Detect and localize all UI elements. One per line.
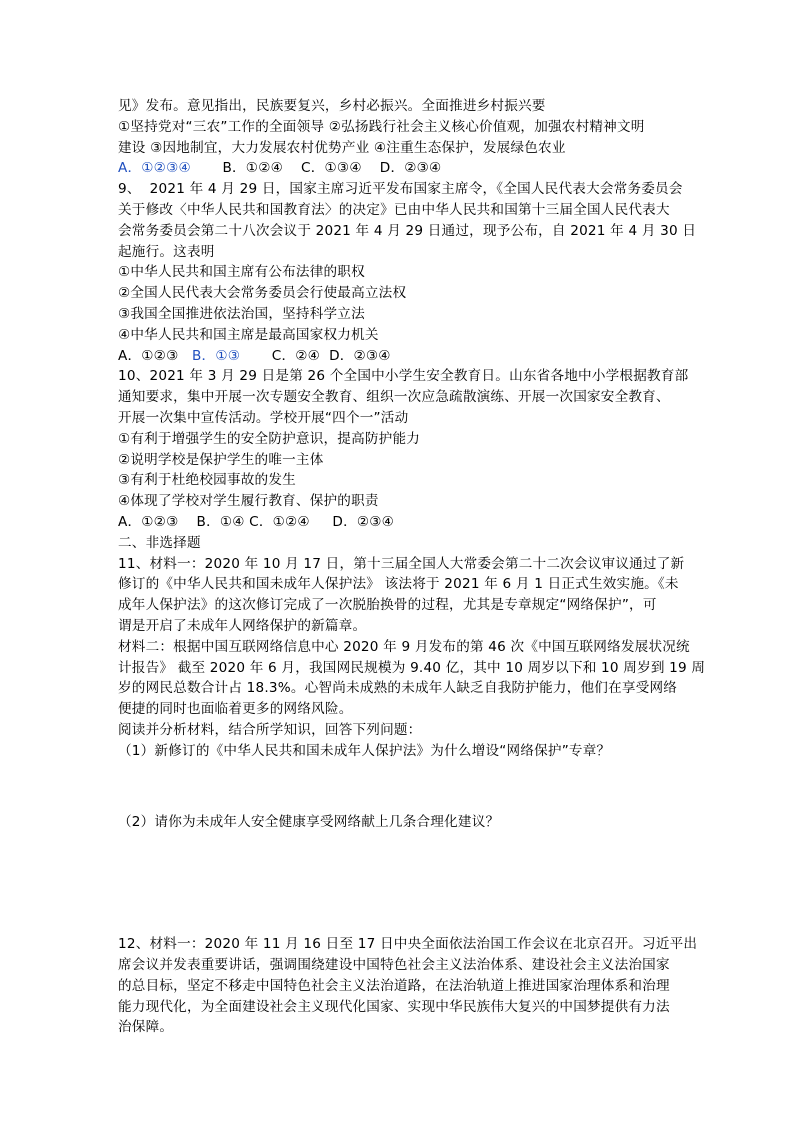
q8-options (118, 158, 698, 179)
q12-line: 治保障。 (118, 1019, 174, 1036)
q9-choice: ②全国人民代表大会常务委员会行使最高立法权 (118, 285, 407, 302)
q12-line: 12、材料一：2020 年 11 月 16 日至 17 日中央全面依法治国工作会议在北京召开。习近平出 (118, 936, 698, 953)
q11-line: 计报告》 截至 2020 年 6 月，我国网民规模为 9.40 亿，其中 10 周岁以下和 10 周岁到 19 周 (118, 659, 706, 676)
q10-choice: ④体现了学校对学生履行教育、保护的职责 (118, 493, 379, 510)
q11-line: 便捷的同时也面临着更多的网络风险。 (118, 701, 353, 718)
q9-choice: ④中华人民共和国主席是最高国家权力机关 (118, 326, 379, 343)
q10-choice: ③有利于杜绝校园事故的发生 (118, 472, 296, 489)
q10-choice: ②说明学校是保护学生的唯一主体 (118, 451, 324, 468)
q9-option-a: A．①②③ (118, 347, 193, 364)
q9-line: 会常务委员会第二十八次会议于 2021 年 4 月 29 日通过，现予公布，自 2021 年 4 月 30 日 (118, 222, 697, 239)
q8-line: 建设 ③因地制宜，大力发展农村优势产业 ④注重生态保护，发展绿色农业 (118, 139, 566, 156)
q11-line: 11、材料一：2020 年 10 月 17 日，第十三届全国人大常委会第二十二次会议审议通过了新 (118, 555, 685, 572)
q10-line: 通知要求，集中开展一次专题安全教育、组织一次应急疏散演练、开展一次国家安全教育、 (118, 389, 670, 406)
q11-line: 材料二：根据中国互联网络信息中心 2020 年 9 月发布的第 46 次《中国互联网络发展状况统 (118, 638, 690, 655)
q10-line: 开展一次集中宣传活动。学校开展“四个一”活动 (118, 409, 409, 426)
q8-line: 见》发布。意见指出，民族要复兴，乡村必振兴。全面推进乡村振兴要 (118, 98, 546, 114)
q9-option-b: B．①③ (192, 347, 241, 364)
q10-choice: ①有利于增强学生的安全防护意识，提高防护能力 (118, 430, 421, 447)
q11-line: 成年人保护法》的这次修订完成了一次脱胎换骨的过程，尤其是专章规定“网络保护”，可 (118, 597, 657, 614)
document-page (118, 96, 706, 1038)
q10-options: A．①②③ B．①④ C．①②④ D．②③④ (118, 513, 395, 530)
q10-line: 10、2021 年 3 月 29 日是第 26 个全国中小学生安全教育日。山东省各地中小学根据教育部 (118, 368, 689, 385)
q12-line: 的总目标，坚定不移走中国特色社会主义法治道路，在法治轨道上推进国家治理体系和治理 (118, 977, 670, 994)
q9-choice: ③我国全国推进依法治国，坚持科学立法 (118, 305, 365, 322)
q9-options (118, 346, 698, 367)
answer-space (118, 832, 698, 934)
q12-line: 能力现代化，为全面建设社会主义现代化国家、实现中华民族伟大复兴的中国梦提供有力法 (118, 998, 670, 1015)
q9-line: 9、 2021 年 4 月 29 日，国家主席习近平发布国家主席令，《全国人民代表大会常务委员会 (118, 181, 683, 198)
q8-option-a: A．①②③④ (118, 160, 191, 177)
q9-line: 起施行。这表明 (118, 243, 215, 260)
q11-sub-question-1: （1）新修订的《中华人民共和国未成年人保护法》为什么增设“网络保护”专章？ (118, 742, 611, 759)
section-heading: 二、非选择题 (118, 534, 201, 551)
q9-line: 关于修改〈中华人民共和国教育法〉的决定》已由中华人民共和国第十三届全国人民代表大 (118, 201, 670, 218)
q8-options-rest: B．①②④ C．①③④ D．②③④ (190, 160, 442, 177)
q9-options-rest: C．②④ D．②③④ (240, 347, 391, 364)
q11-instruction: 阅读并分析材料，结合所学知识，回答下列问题： (118, 721, 422, 738)
q11-line: 谓是开启了未成年人网络保护的新篇章。 (118, 617, 367, 634)
q8-line: ①坚持党对“三农”工作的全面领导 ②弘扬践行社会主义核心价值观，加强农村精神文明 (118, 118, 645, 135)
q11-sub-question-2: （2）请你为未成年人安全健康享受网络献上几条合理化建议？ (118, 813, 500, 830)
q9-choice: ①中华人民共和国主席有公布法律的职权 (118, 264, 365, 281)
q12-line: 席会议并发表重要讲话，强调围绕建设中国特色社会主义法治体系、建设社会主义法治国家 (118, 957, 670, 974)
q11-line: 修订的《中华人民共和国未成年人保护法》 该法将于 2021 年 6 月 1 日正式生效实施。《未 (118, 576, 679, 593)
answer-space (118, 762, 698, 812)
q11-line: 岁的网民总数合计占 18.3%。心智尚未成熟的未成年人缺乏自我防护能力，他们在享受网络 (118, 680, 678, 697)
